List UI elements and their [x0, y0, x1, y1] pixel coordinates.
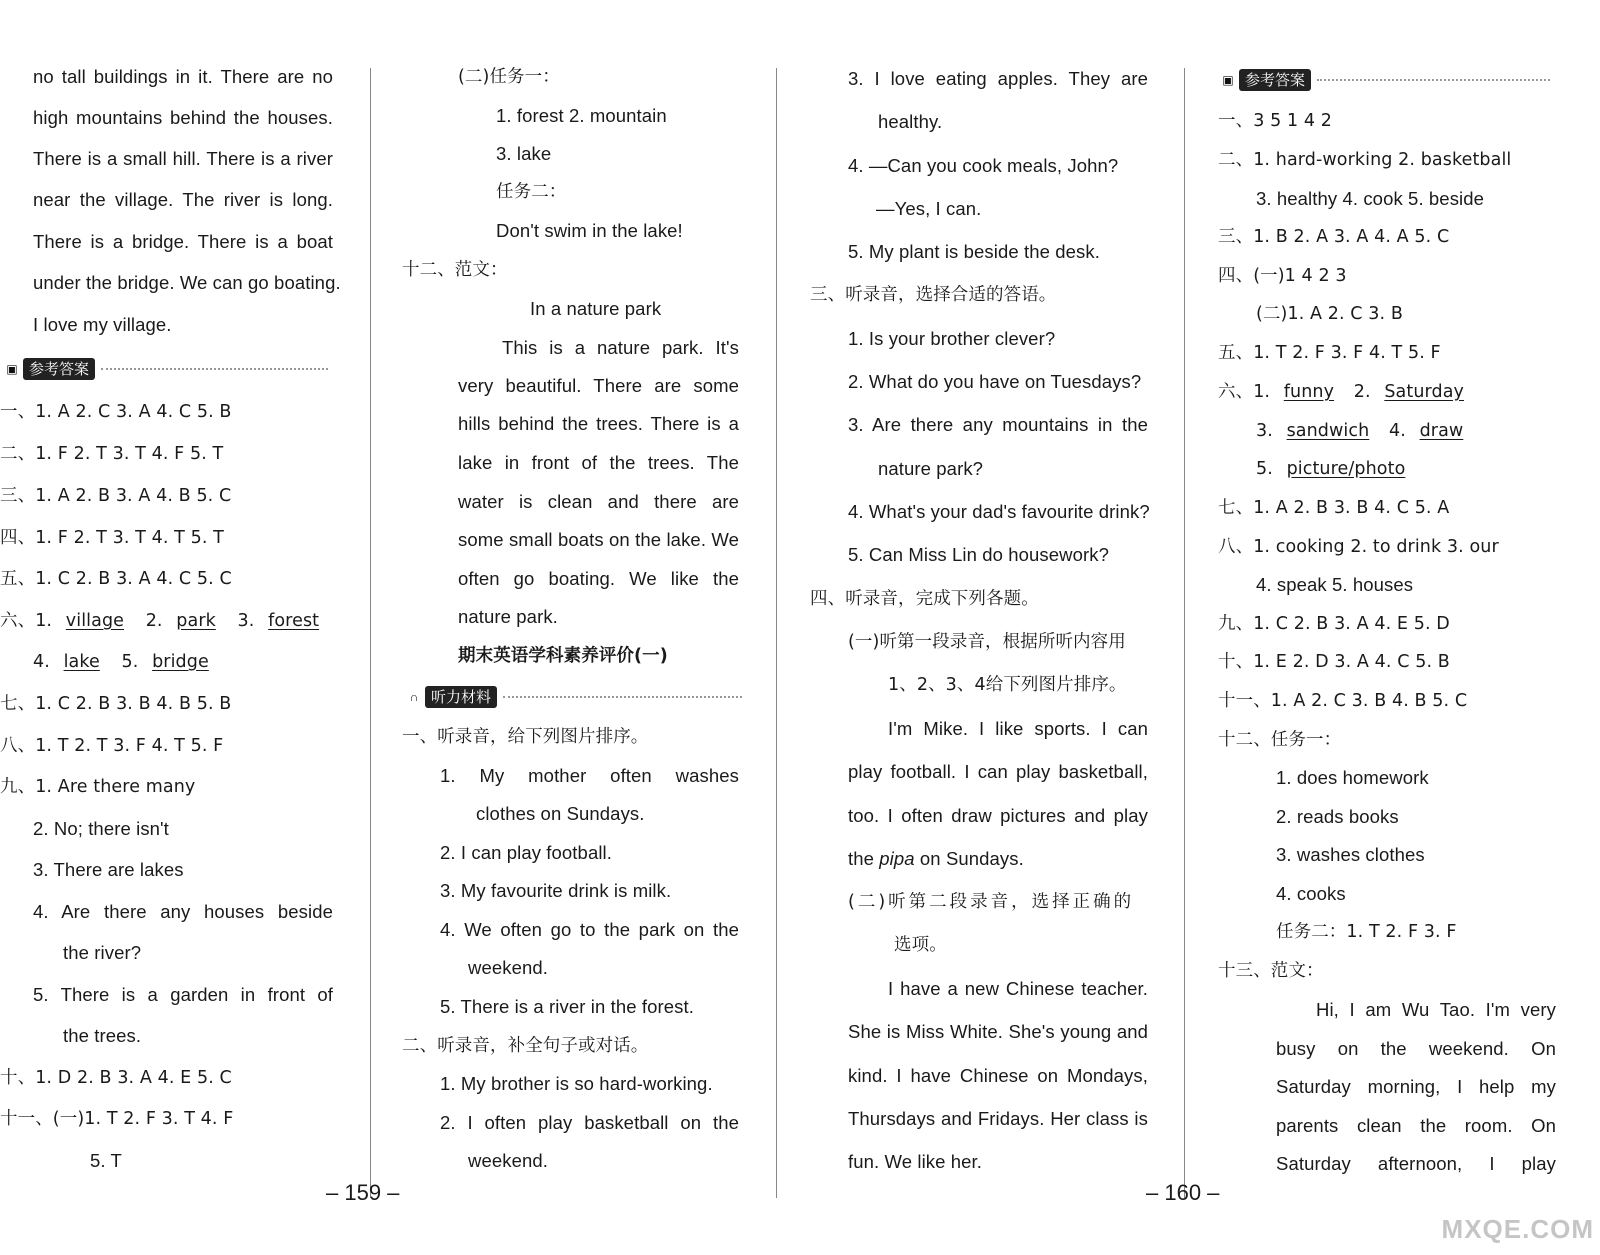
answer-line: 九、1. Are there many — [0, 777, 196, 797]
section-heading: 十二、范文： — [402, 260, 508, 280]
answer-line: 七、1. A 2. B 3. B 4. C 5. A — [1218, 498, 1450, 518]
dotted-rule — [1317, 79, 1550, 81]
column-1 — [0, 0, 362, 1200]
essay-line: Saturday afternoon, I play — [1276, 1153, 1556, 1174]
answer-word: picture/photo — [1286, 459, 1406, 479]
task-heading: 任务二： — [496, 182, 567, 202]
script-line: weekend. — [468, 957, 548, 978]
essay-line: parents clean the room. On — [1276, 1115, 1556, 1136]
answer-line: 一、3 5 1 4 2 — [1218, 111, 1333, 131]
answer-word: forest — [268, 611, 320, 631]
script-line: 4. —Can you cook meals, John? — [848, 155, 1119, 176]
answer-line: the trees. — [63, 1025, 142, 1046]
essay-line: Saturday morning, I help my — [1276, 1076, 1556, 1097]
column-divider — [1184, 68, 1185, 1198]
answer-line-q6 — [0, 610, 319, 632]
script-line: kind. I have Chinese on Mondays, — [848, 1065, 1148, 1086]
answer-line: 4. cooks — [1276, 883, 1346, 904]
script-line: 2. I can play football. — [440, 842, 612, 863]
script-line-pipa — [848, 848, 1024, 870]
script-line: 1. My mother often washes — [440, 765, 739, 786]
section-heading: 十二、任务一： — [1218, 730, 1342, 750]
italic-word: pipa — [879, 848, 915, 869]
script-line: 3. My favourite drink is milk. — [440, 880, 672, 901]
answer-line: 4. speak 5. houses — [1256, 574, 1414, 595]
script-line: 2. I often play basketball on the — [440, 1112, 739, 1133]
answer-line: 1. forest 2. mountain — [496, 105, 667, 126]
answer-line: 十、1. E 2. D 3. A 4. C 5. B — [1218, 652, 1450, 672]
answer-line: 4. Are there any houses beside — [33, 901, 333, 922]
answer-line: 5. There is a garden in front of — [33, 984, 333, 1005]
sub-heading: (二)听第二段录音，选择正确的 — [848, 892, 1135, 912]
essay-line: no tall buildings in it. There are no — [33, 66, 333, 87]
answer-line: 2. No; there isn't — [33, 818, 169, 839]
script-line: 4. We often go to the park on the — [440, 919, 739, 940]
answer-line: 三、1. A 2. B 3. A 4. B 5. C — [0, 486, 232, 506]
script-line: healthy. — [878, 111, 943, 132]
essay-line: hills behind the trees. There is a — [458, 413, 739, 434]
script-line: I'm Mike. I like sports. I can — [888, 718, 1148, 739]
essay-line: nature park. — [458, 606, 558, 627]
essay-line: Hi, I am Wu Tao. I'm very — [1316, 999, 1556, 1020]
essay-line: There is a bridge. There is a boat — [33, 231, 333, 252]
answer-line: (二)1. A 2. C 3. B — [1256, 304, 1403, 324]
word: the — [848, 848, 875, 869]
answer-line: 三、1. B 2. A 3. A 4. A 5. C — [1218, 227, 1450, 247]
answer-line: 2. reads books — [1276, 806, 1399, 827]
essay-line: lake in front of the trees. The — [458, 452, 739, 473]
answer-word: draw — [1419, 421, 1464, 441]
answers-badge — [1220, 68, 1550, 92]
script-line: 2. What do you have on Tuesdays? — [848, 371, 1142, 392]
script-line: play football. I can play basketball, — [848, 761, 1148, 782]
script-line: 5. My plant is beside the desk. — [848, 241, 1100, 262]
essay-line: There is a small hill. There is a river — [33, 148, 333, 169]
answer-word: village — [65, 611, 125, 631]
answer-line: 二、1. hard-working 2. basketball — [1218, 150, 1512, 170]
essay-line: high mountains behind the houses. — [33, 107, 333, 128]
item-number: 5. — [1256, 459, 1273, 479]
listening-badge-label: 听力材料 — [425, 686, 497, 708]
answer-line: Don't swim in the lake! — [496, 220, 683, 241]
answer-line: the river? — [63, 942, 142, 963]
column-2 — [384, 0, 769, 1200]
essay-line: very beautiful. There are some — [458, 375, 739, 396]
answer-line-q6c — [1256, 458, 1405, 480]
answer-line: 七、1. C 2. B 3. B 4. B 5. B — [0, 694, 232, 714]
answers-badge-label: 参考答案 — [23, 358, 95, 380]
exam-title: 期末英语学科素养评价(一) — [458, 646, 668, 666]
column-divider — [370, 68, 371, 1198]
section-heading: 四、听录音，完成下列各题。 — [810, 589, 1039, 609]
essay-line: near the village. The river is long. — [33, 189, 333, 210]
script-line: Thursdays and Fridays. Her class is — [848, 1108, 1148, 1129]
book-icon: ▣ — [6, 362, 18, 376]
essay-line: water is clean and there are — [458, 491, 739, 512]
word: on Sundays. — [919, 848, 1024, 869]
essay-line: busy on the weekend. On — [1276, 1038, 1556, 1059]
section-heading: 三、听录音，选择合适的答语。 — [810, 285, 1057, 305]
column-3 — [792, 0, 1177, 1200]
script-line: clothes on Sundays. — [476, 803, 645, 824]
answer-word: Saturday — [1384, 382, 1464, 402]
script-line: nature park? — [878, 458, 984, 479]
answer-line: 任务二：1. T 2. F 3. F — [1276, 922, 1457, 942]
answer-line: 1. does homework — [1276, 767, 1429, 788]
dotted-rule — [101, 368, 328, 370]
answer-word: funny — [1283, 382, 1335, 402]
answer-line: 十、1. D 2. B 3. A 4. E 5. C — [0, 1068, 232, 1088]
script-line: I have a new Chinese teacher. — [888, 978, 1148, 999]
answer-line: 五、1. C 2. B 3. A 4. C 5. C — [0, 569, 232, 589]
essay-line: some small boats on the lake. We — [458, 529, 739, 550]
script-line: 3. Are there any mountains in the — [848, 414, 1148, 435]
answer-line: 十一、1. A 2. C 3. B 4. B 5. C — [1218, 691, 1468, 711]
answer-line: 5. T — [90, 1150, 122, 1171]
answer-line: 3. healthy 4. cook 5. beside — [1256, 188, 1485, 209]
essay-line: This is a nature park. It's — [502, 337, 739, 358]
listening-badge — [406, 685, 742, 709]
sub-heading: 1、2、3、4给下列图片排序。 — [888, 675, 1127, 695]
item-number: 3. — [1256, 421, 1273, 441]
answer-line: 四、(一)1 4 2 3 — [1218, 266, 1347, 286]
item-number: 2. — [145, 611, 163, 631]
section-heading: 一、听录音，给下列图片排序。 — [402, 727, 649, 747]
answer-line-q6b — [33, 651, 209, 673]
script-line: 1. My brother is so hard-working. — [440, 1073, 713, 1094]
q6-prefix: 六、1. — [1218, 382, 1271, 402]
script-line: 5. There is a river in the forest. — [440, 996, 694, 1017]
sub-heading: 选项。 — [894, 935, 947, 955]
watermark: MXQE.COM — [1441, 1214, 1594, 1244]
column-divider — [776, 68, 777, 1198]
answer-line: 3. washes clothes — [1276, 844, 1425, 865]
answer-word: bridge — [152, 652, 209, 672]
dotted-rule — [503, 696, 742, 698]
answer-line: 二、1. F 2. T 3. T 4. F 5. T — [0, 444, 224, 464]
script-line: 5. Can Miss Lin do housework? — [848, 544, 1110, 565]
item-number: 3. — [237, 611, 255, 631]
section-heading: 二、听录音，补全句子或对话。 — [402, 1036, 649, 1056]
answer-line: 十一、(一)1. T 2. F 3. T 4. F — [0, 1109, 234, 1129]
book-icon: ▣ — [1222, 73, 1234, 87]
script-line: She is Miss White. She's young and — [848, 1021, 1148, 1042]
essay-line: often go boating. We like the — [458, 568, 739, 589]
answer-word: lake — [63, 652, 100, 672]
headphones-icon: ∩ — [409, 690, 419, 704]
answer-line: 八、1. T 2. T 3. F 4. T 5. F — [0, 736, 224, 756]
answer-line: 九、1. C 2. B 3. A 4. E 5. D — [1218, 614, 1450, 634]
answers-badge-label: 参考答案 — [1239, 69, 1311, 91]
answers-badge — [4, 357, 328, 381]
column-4 — [1198, 0, 1600, 1200]
script-line: weekend. — [468, 1150, 548, 1171]
answer-line: 3. There are lakes — [33, 859, 184, 880]
essay-line: under the bridge. We can go boating. — [33, 272, 341, 293]
item-number: 4. — [33, 652, 50, 672]
essay-title: In a nature park — [530, 298, 662, 319]
script-line: 1. Is your brother clever? — [848, 328, 1056, 349]
answer-line: 一、1. A 2. C 3. A 4. C 5. B — [0, 402, 232, 422]
answer-line: 四、1. F 2. T 3. T 4. T 5. T — [0, 528, 224, 548]
page-number: – 159 – — [326, 1180, 400, 1205]
item-number: 4. — [1388, 421, 1406, 441]
script-line: —Yes, I can. — [876, 198, 982, 219]
answer-line: 八、1. cooking 2. to drink 3. our — [1218, 537, 1499, 557]
answer-line-q6b — [1256, 420, 1463, 442]
script-line: 3. I love eating apples. They are — [848, 68, 1148, 89]
sub-heading: (一)听第一段录音，根据所听内容用 — [848, 632, 1126, 652]
answer-word: sandwich — [1286, 421, 1370, 441]
q6-prefix: 六、1. — [0, 611, 53, 631]
page-number: – 160 – — [1146, 1180, 1220, 1205]
section-heading: 十三、范文： — [1218, 961, 1324, 981]
script-line: fun. We like her. — [848, 1151, 983, 1172]
answer-line: 五、1. T 2. F 3. F 4. T 5. F — [1218, 343, 1441, 363]
essay-line: I love my village. — [33, 314, 172, 335]
task-heading: (二)任务一： — [458, 67, 560, 87]
script-line: 4. What's your dad's favourite drink? — [848, 501, 1150, 522]
answer-word: park — [176, 611, 216, 631]
answer-line: 3. lake — [496, 143, 552, 164]
item-number: 2. — [1353, 382, 1371, 402]
script-line: too. I often draw pictures and play — [848, 805, 1148, 826]
item-number: 5. — [121, 652, 139, 672]
answer-line-q6 — [1218, 381, 1464, 403]
